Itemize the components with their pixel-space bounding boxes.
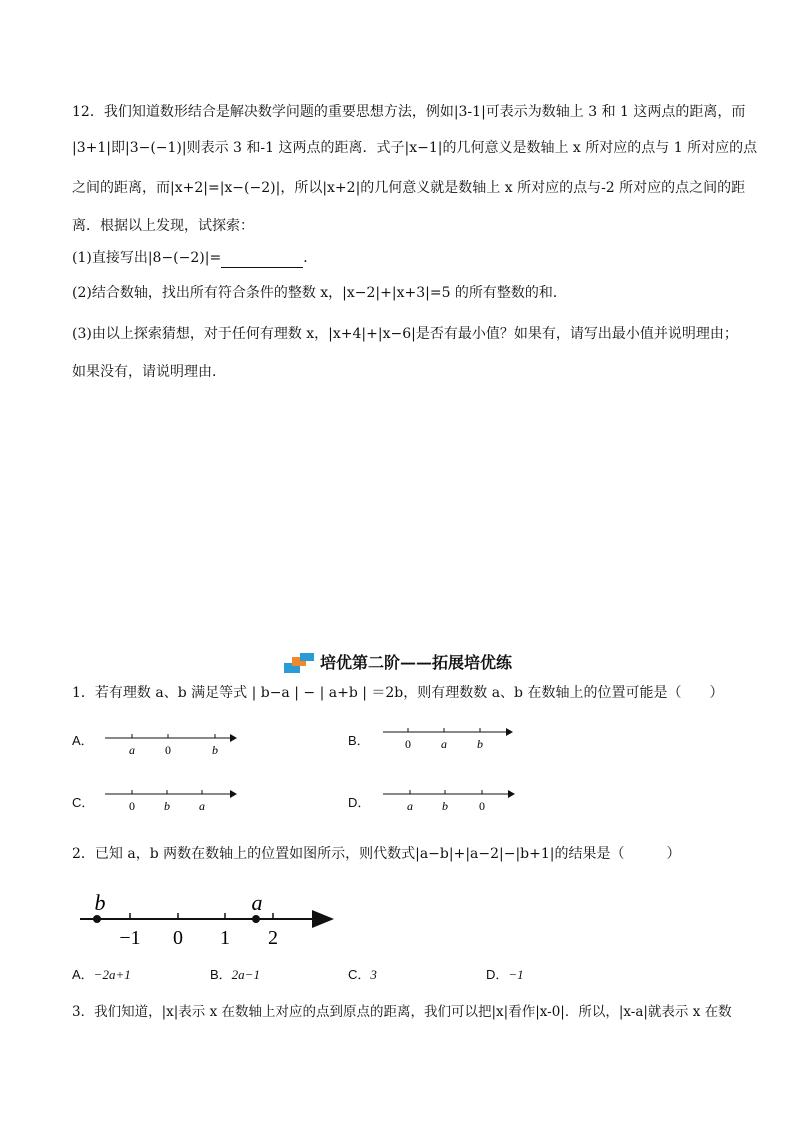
tick-label: 0 bbox=[479, 799, 485, 813]
axis-arrow bbox=[230, 734, 237, 742]
q1-option-c[interactable] bbox=[72, 792, 94, 811]
q12-part-2: (2)结合数轴，找出所有符合条件的整数 x，|x−2|+|x+3|=5 的所有整数的和． bbox=[72, 285, 567, 301]
point-a-label: a bbox=[251, 890, 263, 915]
tick-label: 2 bbox=[268, 927, 278, 949]
option-text: 2a−1 bbox=[231, 967, 260, 982]
axis-arrow bbox=[508, 790, 515, 798]
q2-option-a[interactable] bbox=[72, 964, 131, 983]
tick-label: b bbox=[477, 737, 483, 751]
tick-label: 0 bbox=[129, 799, 135, 813]
q12-part-3-line-2: 如果没有，请说明理由． bbox=[72, 364, 226, 380]
tick-label: a bbox=[407, 799, 413, 813]
option-letter: A． bbox=[72, 733, 94, 748]
option-text: −1 bbox=[508, 967, 524, 982]
q1-option-a[interactable] bbox=[72, 730, 94, 749]
q2-option-b[interactable] bbox=[210, 964, 260, 983]
q2-number-line bbox=[76, 888, 346, 950]
tick-label: b bbox=[442, 799, 448, 813]
section-badge-icon bbox=[282, 653, 316, 675]
tick-label: 0 bbox=[165, 743, 171, 757]
option-letter: B． bbox=[348, 733, 370, 748]
option-letter: C． bbox=[72, 795, 95, 810]
tick-label: −1 bbox=[119, 927, 141, 949]
q12-part-1-end: ． bbox=[303, 250, 318, 266]
q12-line-4: 离．根据以上发现，试探索： bbox=[72, 218, 254, 234]
option-letter: A． bbox=[72, 967, 94, 982]
option-letter: D． bbox=[486, 967, 509, 982]
option-text: −2a+1 bbox=[93, 967, 131, 982]
option-letter: B． bbox=[210, 967, 232, 982]
q1-stem: 1．若有理数 a、b 满足等式 | b−a | − | a+b | ＝2b，则有理数数 a、b 在数轴上的位置可能是（ ） bbox=[72, 685, 724, 701]
section-title-text: 培优第二阶——拓展培优练 bbox=[319, 653, 512, 672]
q12-line-3: 之间的距离，而|x+2|=|x−(−2)|，所以|x+2|的几何意义就是数轴上 x 所对应的点与-2 所对应的点之间的距 bbox=[72, 180, 746, 196]
q1-option-a-number-line bbox=[100, 728, 240, 758]
tick-label: a bbox=[441, 737, 447, 751]
q1-option-d-number-line bbox=[378, 784, 518, 814]
q1-option-c-number-line bbox=[100, 784, 240, 814]
tick-label: 0 bbox=[405, 737, 411, 751]
point-b bbox=[93, 915, 101, 923]
axis-arrow bbox=[312, 910, 334, 928]
q2-option-c[interactable] bbox=[348, 964, 377, 983]
tick-label: a bbox=[129, 743, 135, 757]
q12-part-3-line-1: (3)由以上探索猜想，对于任何有理数 x，|x+4|+|x−6|是否有最小值？如果有，请写出最小值并说明理由； bbox=[72, 326, 738, 342]
point-a bbox=[252, 915, 260, 923]
q12-part-1 bbox=[72, 248, 317, 268]
q2-option-d[interactable] bbox=[486, 964, 524, 983]
answer-blank[interactable] bbox=[221, 253, 303, 268]
q12-line-1: 12．我们知道数形结合是解决数学问题的重要思想方法，例如|3-1|可表示为数轴上 3 和 1 这两点的距离，而 bbox=[72, 104, 746, 120]
option-letter: D． bbox=[348, 795, 371, 810]
option-text: 3 bbox=[370, 967, 377, 982]
q1-option-b-number-line bbox=[378, 722, 518, 752]
q1-option-b[interactable] bbox=[348, 730, 370, 749]
point-b-label: b bbox=[94, 890, 106, 915]
axis-arrow bbox=[506, 728, 513, 736]
q3-line-1: 3．我们知道，|x|表示 x 在数轴上对应的点到原点的距离，我们可以把|x|看作|x-0|．所以，|x-a|就表示 x 在数 bbox=[72, 1004, 732, 1020]
tick-label: 1 bbox=[220, 927, 230, 949]
q2-stem: 2．已知 a，b 两数在数轴上的位置如图所示，则代数式|a−b|+|a−2|−|b+1|的结果是（ ） bbox=[72, 846, 681, 862]
tick-label: 0 bbox=[173, 927, 183, 949]
q12-line-2: |3+1|即|3−(−1)|则表示 3 和-1 这两点的距离．式子|x−1|的几何意义是数轴上 x 所对应的点与 1 所对应的点 bbox=[72, 140, 758, 156]
option-letter: C． bbox=[348, 967, 371, 982]
tick-label: b bbox=[164, 799, 170, 813]
section-heading bbox=[0, 650, 794, 675]
tick-label: a bbox=[199, 799, 205, 813]
tick-label: b bbox=[212, 743, 218, 757]
axis-arrow bbox=[230, 790, 237, 798]
q1-option-d[interactable] bbox=[348, 792, 370, 811]
q12-part-1-text: (1)直接写出|8−(−2)|= bbox=[72, 250, 222, 266]
